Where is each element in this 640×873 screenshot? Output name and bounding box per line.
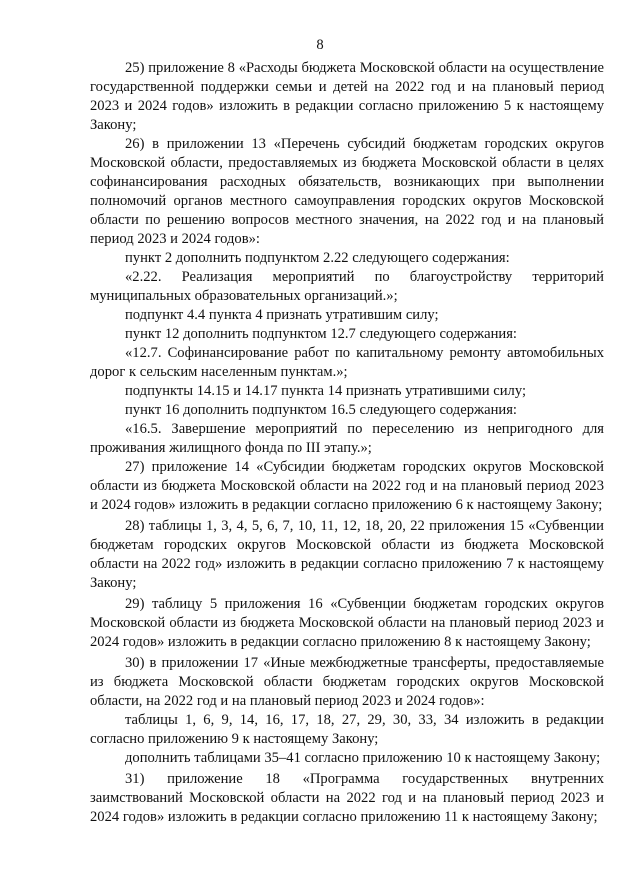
paragraph-31: 31) приложение 18 «Программа государственных внутренних заимствований Московской области на 2022 год и на плановый период 2023 и 2024 годов» изложить в редакции согласно приложению 11 к настоящему Закону; bbox=[90, 771, 604, 825]
paragraph-26-item: «2.22. Реализация мероприятий по благоустройству территорий муниципальных образовательных организаций.»; bbox=[90, 269, 604, 304]
paragraph-26-item: подпункты 14.15 и 14.17 пункта 14 признать утратившими силу; bbox=[125, 383, 526, 399]
paragraph-26-item: пункт 16 дополнить подпунктом 16.5 следующего содержания: bbox=[125, 402, 517, 418]
paragraph-26-item: «12.7. Софинансирование работ по капитальному ремонту автомобильных дорог к сельским населенным пунктам.»; bbox=[90, 345, 604, 380]
paragraph-30: 30) в приложении 17 «Иные межбюджетные трансферты, предоставляемые из бюджета Московской области бюджетам городских округов Московской области, на 2022 год и на плановый период 2023 и 2024 годов»: bbox=[90, 655, 604, 709]
paragraph-26-item: подпункт 4.4 пункта 4 признать утратившим силу; bbox=[125, 307, 439, 323]
page-number: 8 bbox=[316, 37, 324, 53]
paragraph-27: 27) приложение 14 «Субсидии бюджетам городских округов Московской области из бюджета Московской области на 2022 год и на плановый период 2023 и 2024 годов» изложить в редакции согласно приложению 6 к настоящему Закону; bbox=[90, 459, 604, 513]
paragraph-28: 28) таблицы 1, 3, 4, 5, 6, 7, 10, 11, 12, 18, 20, 22 приложения 15 «Субвенции бюджетам городских округов Московской области из бюджета Московской области на 2022 год» изложить в редакции согласно приложению 7 к настоящему Закону; bbox=[90, 518, 604, 591]
paragraph-25: 25) приложение 8 «Расходы бюджета Московской области на осуществление государственной поддержки семьи и детей на 2022 год и на плановый период 2023 и 2024 годов» изложить в редакции согласно приложению 5 к настоящему Закону; bbox=[90, 60, 604, 133]
paragraph-26-item: пункт 2 дополнить подпунктом 2.22 следующего содержания: bbox=[125, 250, 510, 266]
paragraph-30-item: дополнить таблицами 35–41 согласно приложению 10 к настоящему Закону; bbox=[125, 750, 601, 766]
paragraph-26-item: пункт 12 дополнить подпунктом 12.7 следующего содержания: bbox=[125, 326, 517, 342]
document-body bbox=[90, 59, 604, 827]
paragraph-29: 29) таблицу 5 приложения 16 «Субвенции бюджетам городских округов Московской области из бюджета Московской области на плановый период 2023 и 2024 годов» изложить в редакции согласно приложению 8 к настоящему Закону; bbox=[90, 596, 604, 650]
paragraph-26-item: «16.5. Завершение мероприятий по переселению из непригодного для проживания жилищного фонда по III этапу.»; bbox=[90, 421, 604, 456]
paragraph-26: 26) в приложении 13 «Перечень субсидий бюджетам городских округов Московской области, предоставляемых из бюджета Московской области в целях софинансирования расходных обязательств, возникающих при выполнении полномочий органов местного самоуправления городских округов Московской области по решению вопросов местного значения, на 2022 год и на плановый период 2023 и 2024 годов»: bbox=[90, 136, 604, 247]
paragraph-30-item: таблицы 1, 6, 9, 14, 16, 17, 18, 27, 29, 30, 33, 34 изложить в редакции согласно приложению 9 к настоящему Закону; bbox=[90, 712, 604, 747]
